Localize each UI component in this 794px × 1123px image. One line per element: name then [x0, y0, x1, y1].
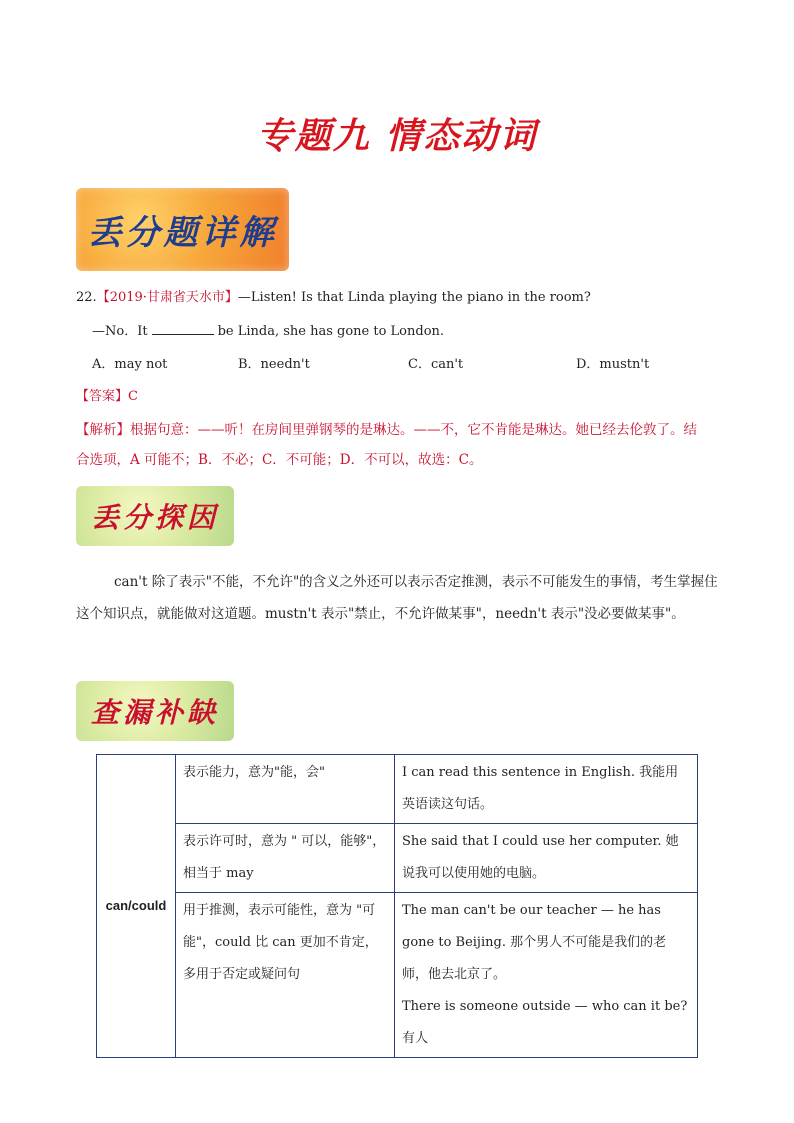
example-cell: I can read this sentence in English. 我能用英语读这句话。: [395, 755, 698, 824]
answer-line: [76, 387, 138, 407]
question-line-2: [92, 322, 444, 342]
example-cell: [395, 893, 698, 1058]
example-line-1: The man can't be our teacher — he has gone to Beijing. 那个男人不可能是我们的老师，他去北京了。: [402, 903, 667, 982]
grammar-table: [96, 754, 698, 1058]
example-line-2: There is someone outside — who can it be? 有人: [402, 999, 688, 1046]
question-text: —Listen! Is that Linda playing the piano in the room?: [237, 290, 591, 305]
answer-value: C: [128, 389, 138, 404]
banner-detailed-explanation: 丢分题详解: [76, 188, 289, 271]
question-line-1: [76, 288, 591, 308]
analysis-line-1: 根据句意：——听！在房间里弹钢琴的是琳达。——不，它不肯能是琳达。她已经去伦敦了。结: [130, 422, 697, 438]
analysis-label: 【解析】: [76, 422, 130, 438]
option-b: B．needn't: [238, 357, 310, 372]
question-line-2-post: be Linda, she has gone to London.: [217, 324, 445, 339]
example-cell: She said that I could use her computer. 她说我可以使用她的电脑。: [395, 824, 698, 893]
answer-blank: [152, 322, 214, 335]
usage-cell: 表示许可时，意为 " 可以，能够"，相当于 may: [176, 824, 395, 893]
table-row: [97, 755, 698, 824]
analysis-line-2: 合选项，A 可能不；B．不必；C．不可能；D．不可以，故选：C。: [76, 452, 483, 468]
modal-label: can/could: [97, 755, 176, 1058]
table-row: [97, 824, 698, 893]
reason-paragraph: can't 除了表示"不能，不允许"的含义之外还可以表示否定推测，表示不可能发生的事情，考生掌握住这个知识点，就能做对这道题。mustn't 表示"禁止，不允许做某事"，needn't 表示"没必要做某事"。: [76, 574, 718, 622]
page-title: 专题九 情态动词: [256, 115, 538, 157]
banner-fill-gaps: 查漏补缺: [76, 681, 234, 741]
option-a: A．may not: [92, 357, 168, 372]
question-source: 【2019·甘肃省天水市】: [96, 290, 238, 305]
option-c: C．can't: [408, 357, 464, 372]
banner-error-reason: 丢分探因: [76, 486, 234, 546]
option-d: D．mustn't: [576, 357, 650, 372]
usage-cell: 表示能力，意为"能，会": [176, 755, 395, 824]
table-row: [97, 893, 698, 1058]
usage-cell: 用于推测，表示可能性，意为 "可能"，could 比 can 更加不肯定，多用于否定或疑问句: [176, 893, 395, 1058]
answer-label: 【答案】: [76, 389, 129, 404]
question-line-2-pre: —No．It: [92, 324, 148, 339]
analysis-block: [76, 420, 726, 440]
question-number: 22.: [76, 290, 97, 305]
